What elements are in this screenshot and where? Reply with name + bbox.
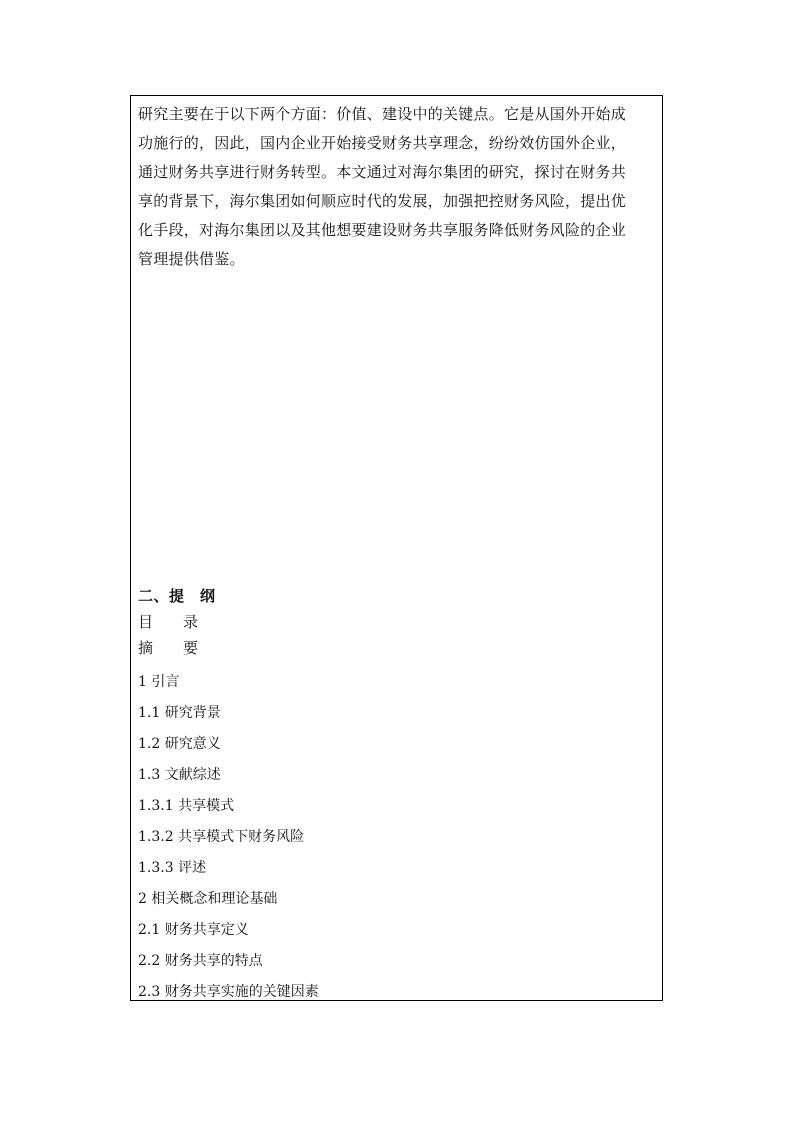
abstract-paragraph	[138, 100, 659, 274]
toc-item: 2 相关概念和理论基础	[138, 891, 278, 907]
outline-heading: 二、提 纲	[138, 587, 216, 605]
toc-item: 2.3 财务共享实施的关键因素	[138, 984, 319, 1000]
toc-item: 1 引言	[138, 674, 180, 690]
outline-section	[138, 583, 638, 1008]
paragraph-line: 享的背景下，海尔集团如何顺应时代的发展，加强把控财务风险，提出优	[138, 192, 627, 210]
toc-item: 1.2 研究意义	[138, 736, 221, 752]
toc-item: 1.3 文献综述	[138, 767, 221, 783]
toc-list	[138, 667, 638, 1008]
toc-item: 1.1 研究背景	[138, 705, 221, 721]
table-cell-frame	[130, 95, 663, 1001]
paragraph-line: 管理提供借鉴。	[138, 250, 245, 268]
toc-item: 1.3.1 共享模式	[138, 798, 235, 814]
paragraph-line: 化手段，对海尔集团以及其他想要建设财务共享服务降低财务风险的企业	[138, 221, 627, 239]
toc-item: 2.2 财务共享的特点	[138, 953, 263, 969]
paragraph-line: 研究主要在于以下两个方面：价值、建设中的关键点。它是从国外开始成	[138, 105, 627, 123]
contents-label: 目 录	[138, 613, 199, 631]
toc-item: 1.3.3 评述	[138, 860, 207, 876]
toc-item: 1.3.2 共享模式下财务风险	[138, 829, 305, 845]
paragraph-line: 通过财务共享进行财务转型。本文通过对海尔集团的研究，探讨在财务共	[138, 163, 627, 181]
toc-item: 2.1 财务共享定义	[138, 922, 249, 938]
paragraph-line: 功施行的，因此，国内企业开始接受财务共享理念，纷纷效仿国外企业，	[138, 134, 627, 152]
abstract-label: 摘 要	[138, 639, 199, 657]
